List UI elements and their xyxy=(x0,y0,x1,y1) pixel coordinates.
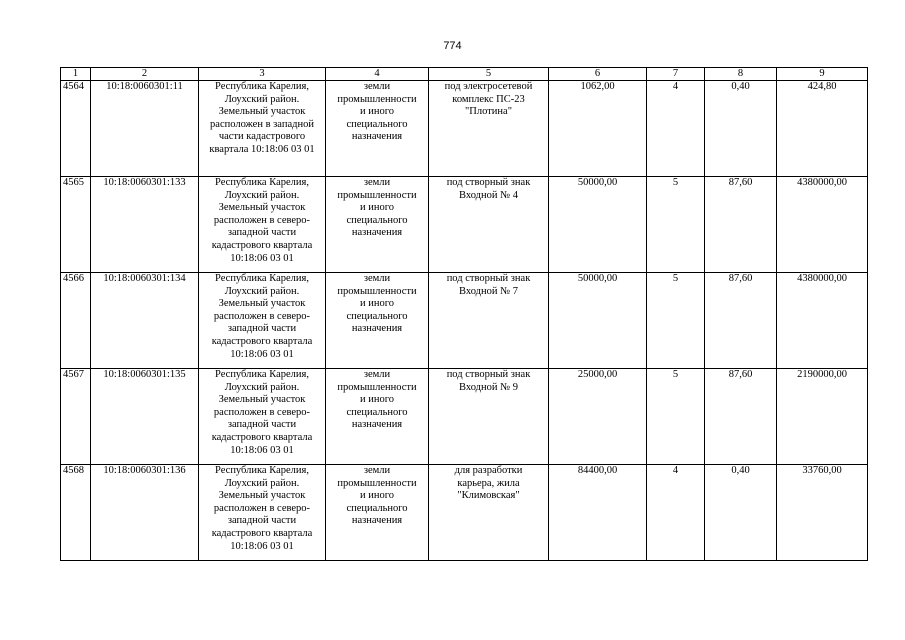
area-cell: 50000,00 xyxy=(549,177,647,273)
permitted-use-cell xyxy=(429,369,549,465)
land-category-cell xyxy=(326,177,429,273)
location-cell xyxy=(199,81,326,177)
permitted-use-cell-line: Входной № 9 xyxy=(458,381,518,393)
land-category-cell-line: назначения xyxy=(351,515,403,527)
location-cell-line: расположен в западной xyxy=(210,118,314,130)
table-row xyxy=(61,273,868,369)
land-category-cell xyxy=(326,273,429,369)
location-cell-line: Республика Карелия, xyxy=(215,81,309,92)
land-plot-table xyxy=(60,67,868,561)
location-cell-line: 10:18:06 03 01 xyxy=(230,348,294,360)
permitted-use-cell-line: для разработки xyxy=(454,465,523,476)
row-number-cell: 4564 xyxy=(61,81,91,177)
table-row xyxy=(61,81,868,177)
land-category-cell-line: земли xyxy=(363,273,391,284)
column-9-cell: 424,80 xyxy=(777,81,868,177)
column-8-cell: 87,60 xyxy=(705,273,777,369)
column-9-cell: 2190000,00 xyxy=(777,369,868,465)
column-7-cell: 5 xyxy=(647,369,705,465)
land-category-cell-line: промышленности xyxy=(337,477,417,489)
land-category-cell xyxy=(326,465,429,561)
location-cell-line: Лоухский район. xyxy=(224,381,300,393)
cadastral-number-cell: 10:18:0060301:135 xyxy=(91,369,199,465)
area-cell: 50000,00 xyxy=(549,273,647,369)
cadastral-number-cell: 10:18:0060301:133 xyxy=(91,177,199,273)
land-category-cell xyxy=(326,81,429,177)
page-number: 774 xyxy=(443,40,462,52)
land-category-cell-line: и иного xyxy=(359,490,395,502)
column-header-2: 2 xyxy=(91,68,199,81)
land-category-cell-line: земли xyxy=(363,81,391,92)
table-row xyxy=(61,465,868,561)
column-8-cell: 0,40 xyxy=(705,465,777,561)
land-category-cell-line: промышленности xyxy=(337,285,417,297)
location-cell xyxy=(199,465,326,561)
land-category-cell-line: земли xyxy=(363,369,391,380)
land-category-cell-line: и иного xyxy=(359,394,395,406)
location-cell-line: расположен в северо- xyxy=(213,214,311,226)
cadastral-number-cell: 10:18:0060301:136 xyxy=(91,465,199,561)
location-cell-line: Земельный участок xyxy=(218,202,306,214)
location-cell-line: Республика Карелия, xyxy=(215,273,309,284)
land-category-cell-line: назначения xyxy=(351,419,403,431)
permitted-use-cell-line: карьера, жила xyxy=(457,477,520,489)
location-cell-line: западной части xyxy=(227,515,297,527)
column-header-8: 8 xyxy=(705,68,777,81)
location-cell-line: 10:18:06 03 01 xyxy=(230,444,294,456)
permitted-use-cell-line: "Климовская" xyxy=(457,490,520,502)
location-cell-line: Республика Карелия, xyxy=(215,465,309,476)
land-category-cell-line: и иного xyxy=(359,202,395,214)
column-header-3: 3 xyxy=(199,68,326,81)
land-category-cell-line: земли xyxy=(363,465,391,476)
column-header-4: 4 xyxy=(326,68,429,81)
location-cell-line: кадастрового квартала xyxy=(211,335,313,347)
column-8-cell: 87,60 xyxy=(705,177,777,273)
column-header-9: 9 xyxy=(777,68,868,81)
land-category-cell-line: назначения xyxy=(351,227,403,239)
column-7-cell: 5 xyxy=(647,273,705,369)
row-number-cell: 4568 xyxy=(61,465,91,561)
land-category-cell-line: специального xyxy=(346,310,408,322)
location-cell-line: Земельный участок xyxy=(218,394,306,406)
row-number-cell: 4567 xyxy=(61,369,91,465)
permitted-use-cell xyxy=(429,177,549,273)
column-9-cell: 4380000,00 xyxy=(777,273,868,369)
table-row xyxy=(61,177,868,273)
location-cell-line: Земельный участок xyxy=(218,106,306,118)
table-row xyxy=(61,369,868,465)
column-8-cell: 0,40 xyxy=(705,81,777,177)
permitted-use-cell-line: под электросетевой xyxy=(444,81,533,92)
column-7-cell: 4 xyxy=(647,465,705,561)
permitted-use-cell-line: Входной № 7 xyxy=(458,285,518,297)
land-category-cell-line: специального xyxy=(346,502,408,514)
cadastral-number-cell: 10:18:0060301:134 xyxy=(91,273,199,369)
land-category-cell-line: специального xyxy=(346,406,408,418)
permitted-use-cell-line: под створный знак xyxy=(446,273,531,284)
column-7-cell: 4 xyxy=(647,81,705,177)
row-number-cell: 4566 xyxy=(61,273,91,369)
location-cell-line: квартала 10:18:06 03 01 xyxy=(209,143,315,155)
location-cell xyxy=(199,273,326,369)
column-header-7: 7 xyxy=(647,68,705,81)
land-category-cell-line: промышленности xyxy=(337,189,417,201)
table-body xyxy=(61,81,868,561)
land-category-cell-line: специального xyxy=(346,118,408,130)
location-cell-line: кадастрового квартала xyxy=(211,431,313,443)
land-category-cell xyxy=(326,369,429,465)
header-row xyxy=(61,68,868,81)
area-cell: 1062,00 xyxy=(549,81,647,177)
permitted-use-cell xyxy=(429,81,549,177)
column-9-cell: 33760,00 xyxy=(777,465,868,561)
permitted-use-cell xyxy=(429,273,549,369)
cadastral-number-cell: 10:18:0060301:11 xyxy=(91,81,199,177)
location-cell-line: Республика Карелия, xyxy=(215,369,309,380)
location-cell-line: Лоухский район. xyxy=(224,477,300,489)
area-cell: 84400,00 xyxy=(549,465,647,561)
location-cell-line: расположен в северо- xyxy=(213,502,311,514)
column-9-cell: 4380000,00 xyxy=(777,177,868,273)
location-cell-line: западной части xyxy=(227,227,297,239)
permitted-use-cell-line: "Плотина" xyxy=(465,106,512,118)
location-cell-line: Земельный участок xyxy=(218,298,306,310)
location-cell xyxy=(199,177,326,273)
permitted-use-cell-line: Входной № 4 xyxy=(458,189,518,201)
permitted-use-cell-line: комплекс ПС-23 xyxy=(452,93,525,105)
permitted-use-cell-line: под створный знак xyxy=(446,369,531,380)
location-cell xyxy=(199,369,326,465)
area-cell: 25000,00 xyxy=(549,369,647,465)
location-cell-line: кадастрового квартала xyxy=(211,527,313,539)
location-cell-line: западной части xyxy=(227,419,297,431)
location-cell-line: расположен в северо- xyxy=(213,310,311,322)
column-8-cell: 87,60 xyxy=(705,369,777,465)
column-header-1: 1 xyxy=(61,68,91,81)
land-category-cell-line: земли xyxy=(363,177,391,188)
row-number-cell: 4565 xyxy=(61,177,91,273)
land-category-cell-line: назначения xyxy=(351,323,403,335)
land-category-cell-line: промышленности xyxy=(337,381,417,393)
location-cell-line: Земельный участок xyxy=(218,490,306,502)
location-cell-line: Лоухский район. xyxy=(224,189,300,201)
permitted-use-cell xyxy=(429,465,549,561)
column-header-6: 6 xyxy=(549,68,647,81)
location-cell-line: расположен в северо- xyxy=(213,406,311,418)
land-category-cell-line: специального xyxy=(346,214,408,226)
land-category-cell-line: промышленности xyxy=(337,93,417,105)
land-category-cell-line: и иного xyxy=(359,106,395,118)
location-cell-line: Лоухский район. xyxy=(224,93,300,105)
location-cell-line: 10:18:06 03 01 xyxy=(230,252,294,264)
location-cell-line: кадастрового квартала xyxy=(211,239,313,251)
permitted-use-cell-line: под створный знак xyxy=(446,177,531,188)
location-cell-line: 10:18:06 03 01 xyxy=(230,540,294,552)
land-category-cell-line: и иного xyxy=(359,298,395,310)
land-category-cell-line: назначения xyxy=(351,131,403,143)
column-7-cell: 5 xyxy=(647,177,705,273)
location-cell-line: Лоухский район. xyxy=(224,285,300,297)
column-header-5: 5 xyxy=(429,68,549,81)
location-cell-line: части кадастрового xyxy=(218,131,306,143)
location-cell-line: западной части xyxy=(227,323,297,335)
location-cell-line: Республика Карелия, xyxy=(215,177,309,188)
